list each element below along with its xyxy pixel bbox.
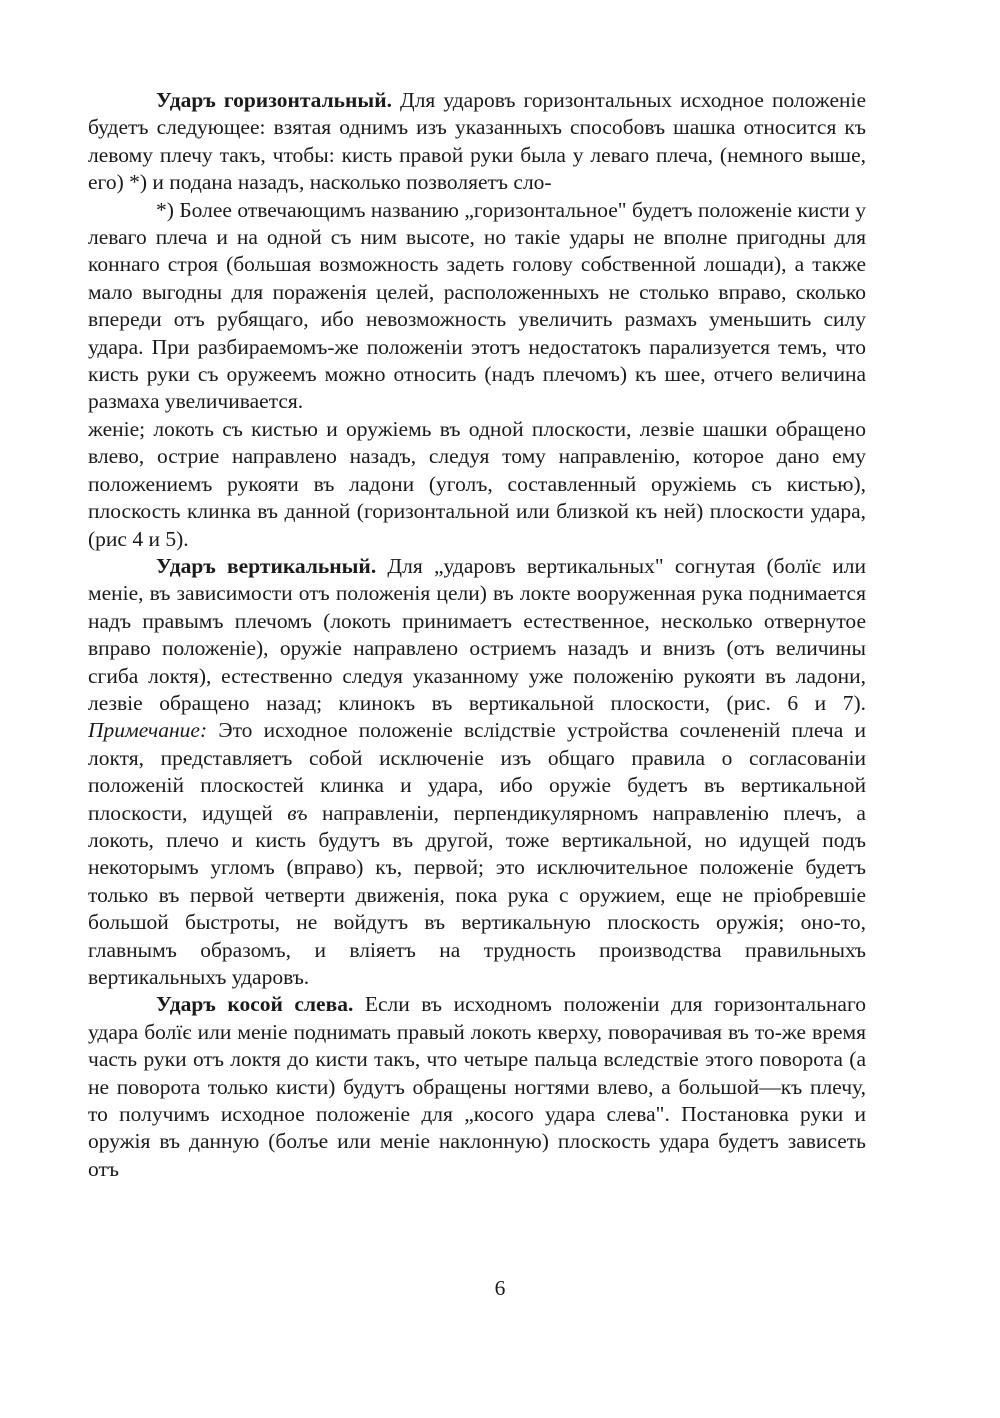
- paragraph-text: направленіи, перпендикулярномъ направленію плечъ, а локоть, плечо и кисть будутъ въ другой, тоже вертикальной, но идущей подъ некоторымъ угломъ (вправо) къ, первой; это исключительное положеніе будетъ только въ первой четверти движенія, пока рука с оружием, еще не пріобревшіе большой быстроты, не войдутъ въ вертикальную плоскость оружія; оно-то, главнымъ образомъ, и вліяетъ на трудность производства правильныхъ вертикальныхъ ударовъ.: [88, 800, 866, 989]
- italic-word: въ: [287, 800, 308, 825]
- heading-vertical-strike: Ударъ вертикальный.: [156, 553, 377, 578]
- document-page: [88, 87, 866, 1183]
- heading-oblique-strike: Ударъ косой слева.: [156, 992, 354, 1017]
- paragraph-oblique-strike: [88, 991, 866, 1183]
- paragraph-continuation: [88, 416, 866, 553]
- paragraph-text: Это исходное положеніе вслідствіе устройства сочлененій плеча и локтя, представляетъ собой исключеніе изъ общаго правила о согласованіи положеній плоскостей клинка и удара, ибо оружіе будетъ въ вертикальной плоскости, идущей: [88, 718, 866, 825]
- continuation-text: женіе; локоть съ кистью и оружіемь въ одной плоскости, лезвіе шашки обращено влево, острие направлено назадъ, следуя тому направленію, которое дано ему положениемъ рукояти въ ладони (уголъ, составленный оружіемь съ кистью), плоскость клинка въ данной (горизонтальной или близкой къ ней) плоскости удара, (рис 4 и 5).: [88, 416, 866, 551]
- paragraph-horizontal-strike: [88, 87, 866, 197]
- page-number: 6: [494, 1276, 506, 1300]
- paragraph-text: Если въ исходномъ положеніи для горизонтальнаго удара болїє или меніе поднимать правый локоть кверху, поворачивая въ то-же время часть руки отъ локтя до кисти такъ, что четыре пальца вследствіе этого поворота (а не поворота только кисти) будутъ обращены ногтями влево, а большой—къ плечу, то получимъ исходное положеніе для „косого удара слева". Постановка руки и оружія въ данную (болъе или меніе наклонную) плоскость удара будетъ зависеть отъ: [88, 992, 866, 1181]
- note-label: Примечание:: [88, 718, 208, 743]
- heading-horizontal-strike: Ударъ горизонтальный.: [156, 88, 392, 112]
- paragraph-text: Для ударовъ горизонтальных исходное положеніе будетъ следующее: взятая однимъ изъ указанныхъ способовъ шашка относится къ левому плечу такъ, чтобы: кисть правой руки была у леваго плеча, (немного выше, его) *) и подана назадъ, насколько позволяетъ сло-: [88, 88, 867, 195]
- paragraph-vertical-strike: [88, 553, 866, 992]
- paragraph-text: Для „ударовъ вертикальных" согнутая (болїє или меніе, въ зависимости отъ положенія цели) въ локте вооруженная рука поднимается надъ правымъ плечомъ (локоть принимаетъ естественное, несколько отвернутое вправо положеніе), оружіе направлено остриемъ назадъ и внизъ (отъ величины сгиба локтя), естественно следуя указанному уже положенію рукояти въ ладони, лезвіе обращено назад; клинокъ въ вертикальной плоскости, (рис. 6 и 7).: [88, 553, 866, 715]
- footnote: [88, 197, 866, 416]
- footnote-text: *) Более отвечающимъ названию „горизонтальное" будетъ положеніе кисти у леваго плеча и на одной съ ним высоте, но такіе удары не вполне пригодны для коннаго строя (большая возможность задеть голову собственной лошади), а также мало выгодны для пораженія целей, расположенныхъ не столько вправо, сколько впереди отъ рубящаго, ибо невозможность увеличить размахъ уменьшить силу удара. При разбираемомъ-же положеніи этотъ недостатокъ парализуется темъ, что кисть руки съ оружеемъ можно относить (надъ плечомъ) къ шее, отчего величина размаха увеличивается.: [88, 197, 866, 414]
